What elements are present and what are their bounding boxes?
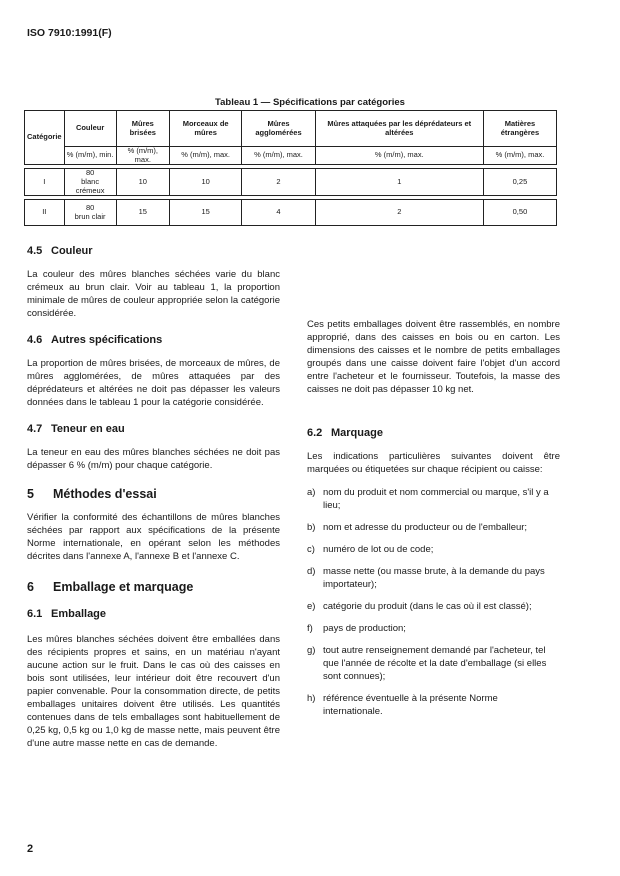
section-text-4-5: La couleur des mûres blanches séchées varie du blanc crémeux au brun clair. Voir au tableau 1, la proportion minimale de mûres de couleur appropriée selon la catégorie considérée. xyxy=(27,269,280,319)
marking-list xyxy=(307,486,560,718)
cell-brisees: 15 xyxy=(116,200,169,226)
section-heading-6-2: 6.2 Marquage xyxy=(307,427,383,439)
section-text-4-6: La proportion de mûres brisées, de morceaux de mûres, de mûres agglomérées, de mûres attaquées par des déprédateurs et altérées ne doit pas dépasser les valeurs données dans le tableau 1 pour la catégorie considérée. xyxy=(27,358,280,408)
list-item: f) pays de production; xyxy=(307,623,406,634)
table-row xyxy=(25,200,557,226)
cell-etrangeres: 0,50 xyxy=(483,200,556,226)
header-attaquees: Mûres attaquées par les déprédateurs et altérées xyxy=(315,111,483,147)
cell-morceaux: 10 xyxy=(169,169,241,196)
header-brisees: Mûres brisées xyxy=(116,111,169,147)
right-column xyxy=(307,427,560,718)
section-heading-4-5: 4.5 Couleur xyxy=(27,245,93,257)
section-heading-4-6: 4.6 Autres spécifications xyxy=(27,334,163,346)
section-text-5: Vérifier la conformité des échantillons de mûres blanches séchées par rapport aux spécifications de la présente Norme internationale, en opérant selon les méthodes décrites dans l'annexe A, l'annexe B et l'annexe C. xyxy=(27,512,280,562)
section-heading-6-1: 6.1 Emballage xyxy=(27,608,107,620)
unit-cell: % (m/m), max. xyxy=(116,147,169,165)
list-item: g) tout autre renseignement demandé par l'acheteur, tel que l'année de récolte et la date d'emballage (si elles sont connues); xyxy=(307,645,547,682)
list-item: e) catégorie du produit (dans le cas où il est classé); xyxy=(307,601,532,612)
section-text-6-1: Les mûres blanches séchées doivent être emballées dans des récipients propres et sains, en un matériau n'ayant aucune action sur le fruit. Dans le cas où des caisses en bois sont utilisées, leur intérieur doit être recouvert d'un papier convenable. Pour la consommation directe, de petits emballages unitaires doivent être utilisés. Les quantités contenues dans de tels emballages sont habituellement de 0,25 kg, 0,5 kg ou 1,0 kg de masse nette, mais peuvent être d'une autre masse nette en cas de demande. xyxy=(27,634,280,749)
cell-categorie: II xyxy=(25,200,65,226)
unit-cell: % (m/m), max. xyxy=(315,147,483,165)
cell-etrangeres: 0,25 xyxy=(483,169,556,196)
header-agglomerees: Mûres agglomérées xyxy=(242,111,315,147)
unit-cell: % (m/m), min. xyxy=(64,147,116,165)
unit-cell: % (m/m), max. xyxy=(242,147,315,165)
section-heading-4-7: 4.7 Teneur en eau xyxy=(27,423,125,435)
header-morceaux: Morceaux de mûres xyxy=(169,111,241,147)
header-couleur: Couleur xyxy=(64,111,116,147)
section-text-4-7: La teneur en eau des mûres blanches séchées ne doit pas dépasser 6 % (m/m) pour chaque catégorie. xyxy=(27,447,280,471)
right-column-top xyxy=(307,245,560,396)
document-header: ISO 7910:1991(F) xyxy=(27,27,112,39)
cell-couleur: 80 blanc crémeux xyxy=(64,169,116,196)
table-units-row xyxy=(25,147,557,165)
list-item: a) nom du produit et nom commercial ou marque, s'il y a lieu; xyxy=(307,487,549,511)
header-etrangeres: Matières étrangères xyxy=(483,111,556,147)
cell-couleur: 80 brun clair xyxy=(64,200,116,226)
section-text-6-1-continued: Ces petits emballages doivent être rassemblés, en nombre approprié, dans des caisses en bois ou en carton. Les dimensions des caisses et le nombre de petits emballages groupés dans une caisse doivent faire l'objet d'un accord entre l'acheteur et le fournisseur. Toutefois, la masse des caisses ne doit pas dépasser 10 kg net. xyxy=(307,319,560,395)
cell-agglomerees: 4 xyxy=(242,200,315,226)
unit-cell: % (m/m), max. xyxy=(483,147,556,165)
cell-categorie: I xyxy=(25,169,65,196)
section-heading-5: 5 Méthodes d'essai xyxy=(27,487,157,501)
list-item: b) nom et adresse du producteur ou de l'emballeur; xyxy=(307,522,528,533)
left-column xyxy=(27,245,280,750)
list-item: d) masse nette (ou masse brute, à la demande du pays importateur); xyxy=(307,566,545,590)
page-number: 2 xyxy=(27,843,34,855)
cell-attaquees: 1 xyxy=(315,169,483,196)
cell-morceaux: 15 xyxy=(169,200,241,226)
table-title: Tableau 1 — Spécifications par catégories xyxy=(215,97,405,108)
cell-attaquees: 2 xyxy=(315,200,483,226)
cell-agglomerees: 2 xyxy=(242,169,315,196)
table-row xyxy=(25,169,557,196)
section-intro-6-2: Les indications particulières suivantes doivent être marquées ou étiquetées sur chaque récipient ou caisse: xyxy=(307,451,560,475)
header-categorie: Catégorie xyxy=(25,111,65,165)
cell-brisees: 10 xyxy=(116,169,169,196)
specifications-table xyxy=(24,110,557,226)
section-heading-6: 6 Emballage et marquage xyxy=(27,580,194,594)
list-item: h) référence éventuelle à la présente Norme internationale. xyxy=(307,693,498,717)
list-item: c) numéro de lot ou de code; xyxy=(307,544,434,555)
table-header-row xyxy=(25,111,557,147)
unit-cell: % (m/m), max. xyxy=(169,147,241,165)
